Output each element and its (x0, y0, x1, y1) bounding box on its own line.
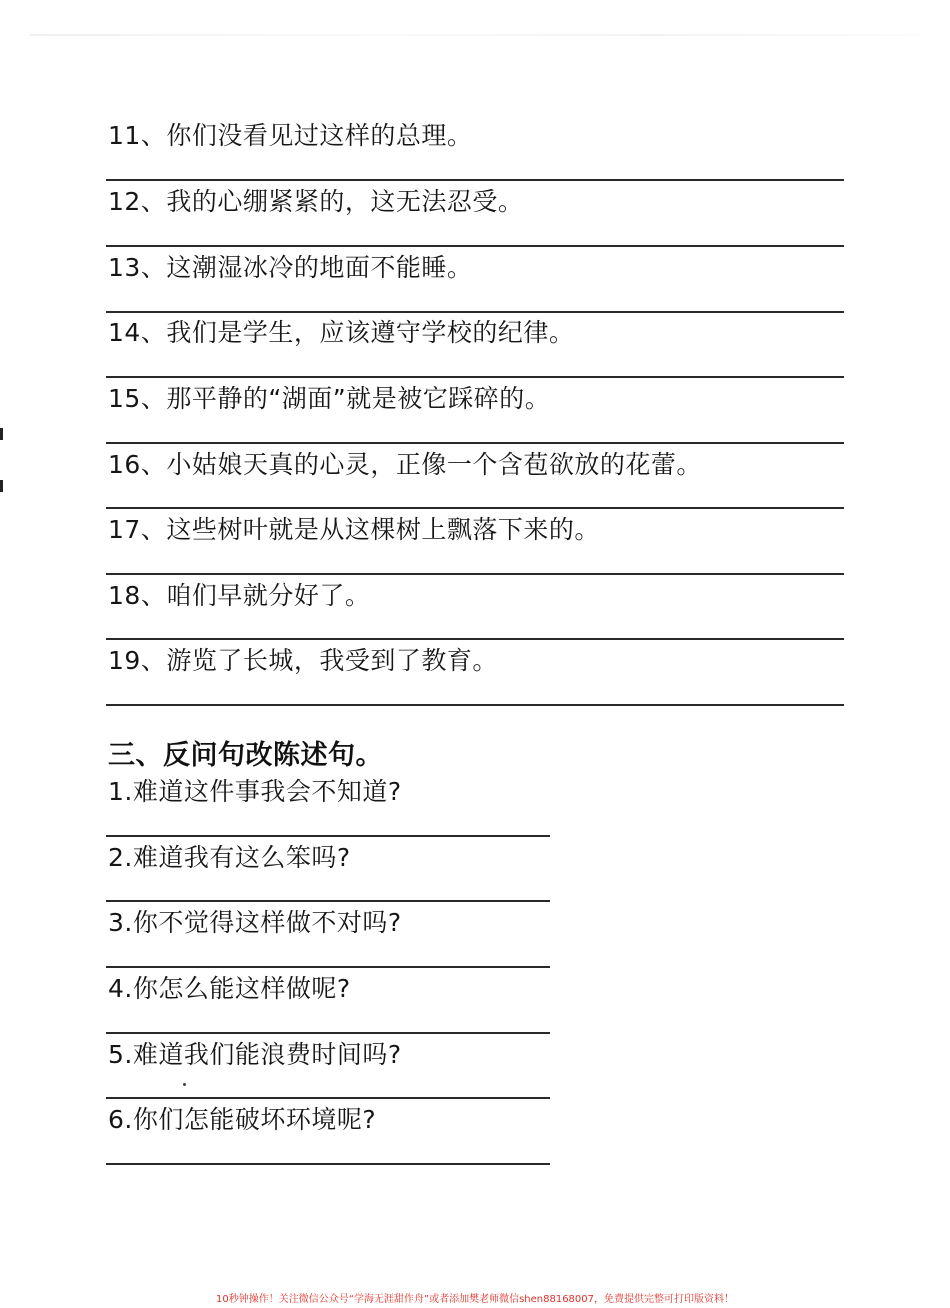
question-separator: 、 (140, 515, 167, 544)
scan-edge-mark (0, 480, 3, 492)
question-number: 19 (108, 646, 141, 675)
question-item (108, 317, 574, 349)
answer-line[interactable] (106, 245, 844, 247)
question-separator: . (124, 974, 133, 1003)
answer-line[interactable] (106, 835, 550, 837)
question-number: 1 (108, 777, 125, 806)
answer-line[interactable] (106, 704, 844, 706)
question-text: 你怎么能这样做呢? (132, 974, 351, 1003)
question-number: 4 (108, 974, 125, 1003)
answer-line[interactable] (106, 638, 844, 640)
question-number: 2 (108, 843, 125, 872)
question-item (108, 383, 550, 415)
question-separator: . (124, 843, 133, 872)
question-text: 你不觉得这样做不对吗? (132, 908, 402, 937)
answer-line[interactable] (106, 573, 844, 575)
section-three-title: 三、反问句改陈述句。 (108, 740, 383, 771)
question-item (108, 1104, 376, 1136)
question-item (108, 186, 523, 218)
question-number: 18 (108, 581, 141, 610)
question-number: 5 (108, 1040, 125, 1069)
question-text: 那平静的“湖面”就是被它踩碎的。 (166, 384, 551, 413)
question-separator: 、 (140, 318, 167, 347)
question-item (108, 645, 498, 677)
scan-speck (183, 1083, 186, 1086)
answer-line[interactable] (106, 1032, 550, 1034)
question-separator: 、 (140, 450, 167, 479)
question-item (108, 449, 702, 481)
question-number: 12 (108, 187, 141, 216)
question-separator: . (124, 777, 133, 806)
question-number: 3 (108, 908, 125, 937)
question-text: 难道我有这么笨吗? (132, 843, 351, 872)
question-text: 我们是学生，应该遵守学校的纪律。 (166, 318, 575, 347)
question-item (108, 514, 600, 546)
question-separator: 、 (140, 581, 167, 610)
answer-line[interactable] (106, 900, 550, 902)
question-item (108, 252, 472, 284)
question-separator: 、 (140, 384, 167, 413)
question-number: 17 (108, 515, 141, 544)
answer-line[interactable] (106, 1163, 550, 1165)
question-separator: . (124, 1040, 133, 1069)
question-number: 6 (108, 1105, 125, 1134)
question-item (108, 842, 351, 874)
question-number: 13 (108, 253, 141, 282)
answer-line[interactable] (106, 1097, 550, 1099)
answer-line[interactable] (106, 507, 844, 509)
question-separator: 、 (140, 253, 167, 282)
question-separator: . (124, 1105, 133, 1134)
question-text: 咱们早就分好了。 (166, 581, 371, 610)
question-text: 小姑娘天真的心灵，正像一个含苞欲放的花蕾。 (166, 450, 702, 479)
question-item (108, 120, 472, 152)
question-number: 15 (108, 384, 141, 413)
answer-line[interactable] (106, 966, 550, 968)
answer-line[interactable] (106, 376, 844, 378)
question-text: 你们没看见过这样的总理。 (166, 121, 473, 150)
answer-line[interactable] (106, 311, 844, 313)
question-item (108, 1039, 402, 1071)
question-separator: 、 (140, 187, 167, 216)
question-text: 游览了长城，我受到了教育。 (166, 646, 498, 675)
question-text: 难道我们能浪费时间吗? (132, 1040, 402, 1069)
question-text: 这些树叶就是从这棵树上飘落下来的。 (166, 515, 600, 544)
question-text: 你们怎能破坏环境呢? (132, 1105, 377, 1134)
question-item (108, 907, 402, 939)
scan-smudge (30, 34, 920, 36)
question-text: 我的心绷紧紧的，这无法忍受。 (166, 187, 524, 216)
answer-line[interactable] (106, 442, 844, 444)
question-separator: . (124, 908, 133, 937)
question-item (108, 973, 351, 1005)
question-text: 难道这件事我会不知道? (132, 777, 402, 806)
question-number: 16 (108, 450, 141, 479)
question-separator: 、 (140, 121, 167, 150)
question-number: 14 (108, 318, 141, 347)
question-item (108, 776, 402, 808)
footer-promo-note: 10秒钟操作！关注微信公众号“学海无涯甜作舟”或者添加樊老师微信shen88168007，免费提供完整可打印版资料！ (215, 1294, 735, 1305)
scan-edge-mark (0, 428, 3, 440)
question-number: 11 (108, 121, 141, 150)
question-separator: 、 (140, 646, 167, 675)
answer-line[interactable] (106, 179, 844, 181)
question-item (108, 580, 370, 612)
question-text: 这潮湿冰冷的地面不能睡。 (166, 253, 473, 282)
